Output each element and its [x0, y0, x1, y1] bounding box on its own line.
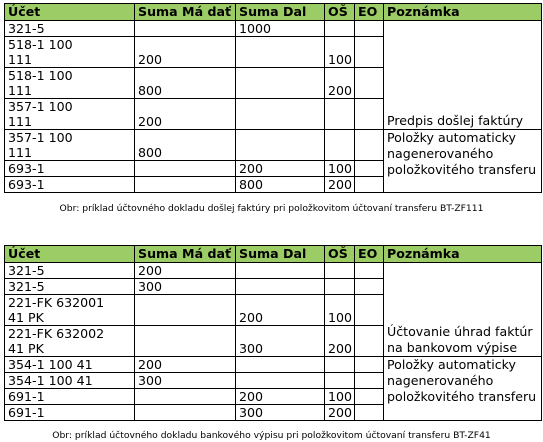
account-cell: 518-1 100 111 — [5, 37, 135, 68]
header-account: Účet — [5, 4, 135, 21]
credit-cell — [236, 99, 325, 130]
eo-cell — [355, 263, 384, 279]
header-account: Účet — [5, 246, 135, 263]
header-eo: EO — [355, 246, 384, 263]
credit-cell: 800 — [236, 177, 325, 193]
credit-cell: 300 — [236, 405, 325, 421]
account-cell: 321-5 — [5, 21, 135, 37]
os-cell: 100 — [325, 295, 355, 326]
header-note: Poznámka — [384, 4, 542, 21]
header-os: OŠ — [325, 246, 355, 263]
credit-cell — [236, 68, 325, 99]
note-text: Položky automaticky nagenerovaného položkovitého transferu — [387, 357, 537, 404]
debit-cell: 800 — [135, 68, 236, 99]
debit-cell — [135, 295, 236, 326]
eo-cell — [355, 99, 384, 130]
account-cell: 321-5 — [5, 279, 135, 295]
debit-cell: 300 — [135, 373, 236, 389]
account-cell: 357-1 100 111 — [5, 99, 135, 130]
note-cell — [384, 263, 542, 357]
os-cell: 100 — [325, 161, 355, 177]
os-cell — [325, 21, 355, 37]
account-cell: 691-1 — [5, 389, 135, 405]
debit-cell — [135, 326, 236, 357]
eo-cell — [355, 357, 384, 373]
os-cell: 100 — [325, 37, 355, 68]
os-cell: 200 — [325, 68, 355, 99]
eo-cell — [355, 161, 384, 177]
note-text: Účtovanie úhrad faktúr na bankovom výpise — [387, 324, 533, 355]
debit-cell — [135, 389, 236, 405]
account-cell: 221-FK 632001 41 PK — [5, 295, 135, 326]
eo-cell — [355, 21, 384, 37]
os-cell: 200 — [325, 326, 355, 357]
os-cell: 100 — [325, 389, 355, 405]
account-cell: 357-1 100 111 — [5, 130, 135, 161]
note-text: Predpis došlej faktúry — [387, 113, 524, 128]
debit-cell — [135, 405, 236, 421]
debit-cell: 300 — [135, 279, 236, 295]
os-cell: 200 — [325, 177, 355, 193]
account-cell: 354-1 100 41 — [5, 357, 135, 373]
header-eo: EO — [355, 4, 384, 21]
header-debit: Suma Má dať — [135, 4, 236, 21]
header-credit: Suma Dal — [236, 246, 325, 263]
credit-cell — [236, 373, 325, 389]
table-row — [5, 357, 542, 373]
eo-cell — [355, 279, 384, 295]
header-credit: Suma Dal — [236, 4, 325, 21]
note-text: Položky automaticky nagenerovaného položkovitého transferu — [387, 130, 537, 177]
debit-cell: 200 — [135, 99, 236, 130]
table-caption: Obr: príklad účtovného dokladu došlej faktúry pri položkovitom účtovaní transferu BT-ZF111 — [59, 203, 484, 214]
table-row — [5, 263, 542, 279]
os-cell — [325, 373, 355, 389]
debit-cell — [135, 161, 236, 177]
table-bank-statement — [4, 245, 542, 421]
eo-cell — [355, 405, 384, 421]
os-cell: 200 — [325, 405, 355, 421]
os-cell — [325, 357, 355, 373]
account-cell: 693-1 — [5, 161, 135, 177]
debit-cell: 200 — [135, 263, 236, 279]
eo-cell — [355, 177, 384, 193]
credit-cell: 200 — [236, 389, 325, 405]
os-cell — [325, 99, 355, 130]
credit-cell: 200 — [236, 295, 325, 326]
debit-cell — [135, 177, 236, 193]
credit-cell — [236, 130, 325, 161]
account-cell: 691-1 — [5, 405, 135, 421]
table-row — [5, 21, 542, 37]
credit-cell — [236, 357, 325, 373]
eo-cell — [355, 373, 384, 389]
credit-cell: 1000 — [236, 21, 325, 37]
account-cell: 221-FK 632002 41 PK — [5, 326, 135, 357]
credit-cell — [236, 37, 325, 68]
debit-cell: 200 — [135, 357, 236, 373]
debit-cell — [135, 21, 236, 37]
header-debit: Suma Má dať — [135, 246, 236, 263]
header-os: OŠ — [325, 4, 355, 21]
os-cell — [325, 263, 355, 279]
eo-cell — [355, 37, 384, 68]
eo-cell — [355, 326, 384, 357]
debit-cell: 200 — [135, 37, 236, 68]
table-row — [5, 130, 542, 161]
eo-cell — [355, 130, 384, 161]
note-cell — [384, 21, 542, 130]
note-cell — [384, 357, 542, 421]
table-header-row — [5, 4, 542, 21]
credit-cell: 200 — [236, 161, 325, 177]
account-cell: 354-1 100 41 — [5, 373, 135, 389]
debit-cell: 800 — [135, 130, 236, 161]
eo-cell — [355, 389, 384, 405]
table-invoice-document — [4, 3, 542, 193]
eo-cell — [355, 295, 384, 326]
os-cell — [325, 130, 355, 161]
eo-cell — [355, 68, 384, 99]
credit-cell: 300 — [236, 326, 325, 357]
credit-cell — [236, 263, 325, 279]
header-note: Poznámka — [384, 246, 542, 263]
os-cell — [325, 279, 355, 295]
account-cell: 693-1 — [5, 177, 135, 193]
account-cell: 518-1 100 111 — [5, 68, 135, 99]
credit-cell — [236, 279, 325, 295]
account-cell: 321-5 — [5, 263, 135, 279]
table-header-row — [5, 246, 542, 263]
note-cell — [384, 130, 542, 193]
table-caption: Obr: príklad účtovného dokladu bankového výpisu pri položkovitom účtovaní transferu BT-ZF41 — [52, 430, 491, 441]
